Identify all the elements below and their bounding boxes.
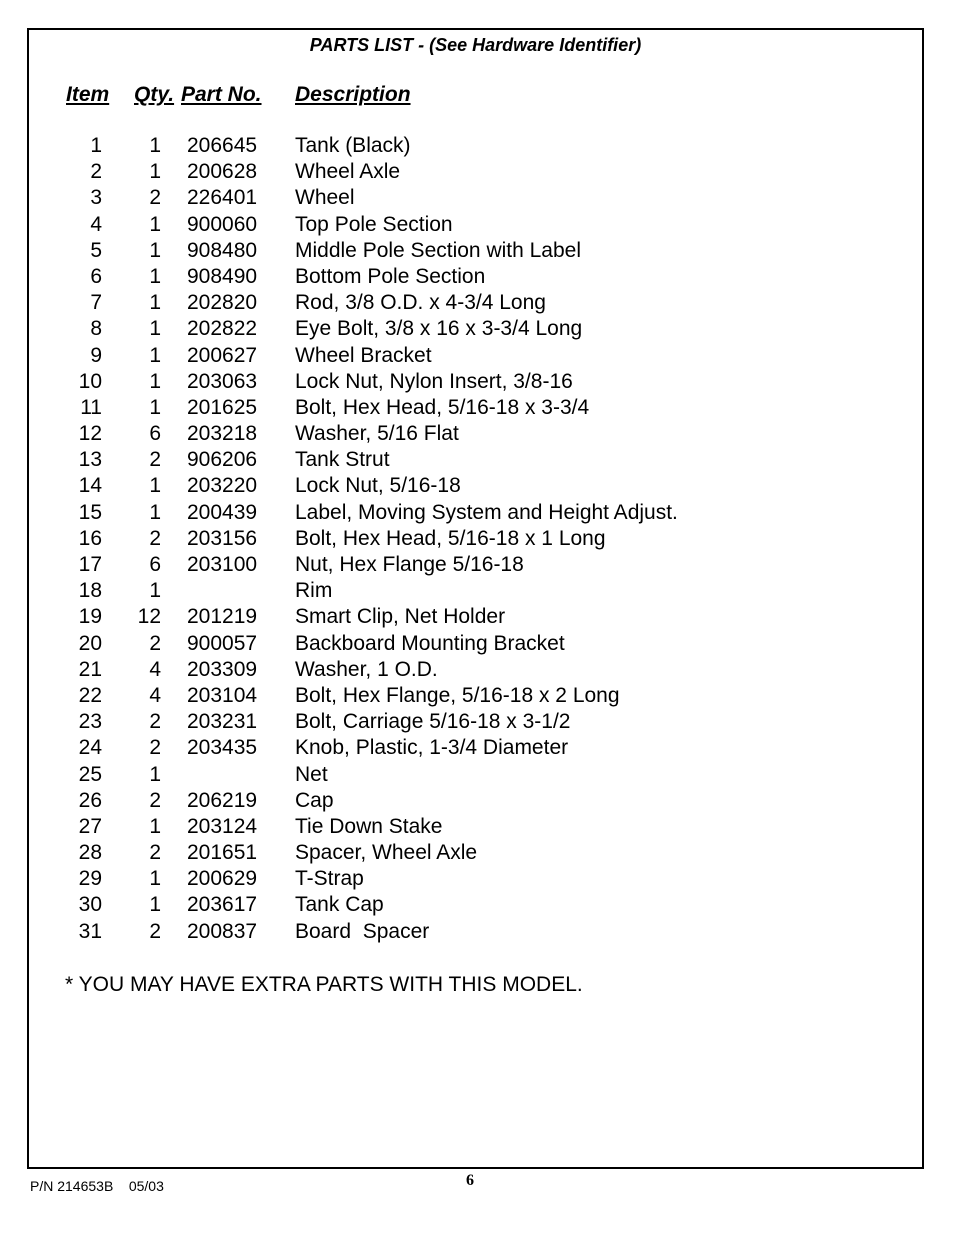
item-number: 2 (90, 160, 102, 184)
part-number: 203231 (187, 710, 258, 734)
part-number: 200837 (187, 919, 258, 943)
quantity: 4 (149, 683, 161, 707)
part-description: T-Strap (295, 867, 364, 891)
part-number: 201625 (187, 395, 258, 419)
item-number: 15 (78, 500, 102, 524)
quantity: 1 (149, 134, 161, 157)
part-description: Tank Strut (295, 448, 390, 472)
part-number: 203156 (187, 526, 258, 550)
table-row (29, 892, 922, 918)
part-description: Tank Cap (295, 893, 384, 917)
part-number: 203124 (187, 814, 258, 838)
quantity: 1 (149, 264, 161, 288)
part-description: Washer, 1 O.D. (295, 657, 438, 681)
table-row (29, 552, 922, 578)
quantity: 1 (149, 762, 161, 786)
quantity: 6 (149, 553, 161, 576)
quantity: 1 (149, 474, 161, 498)
item-number: 21 (78, 657, 102, 681)
table-row (29, 578, 922, 604)
item-number: 7 (90, 291, 102, 315)
quantity: 2 (149, 919, 161, 943)
header-item: Item (66, 83, 110, 106)
quantity: 1 (149, 893, 161, 917)
part-number: 206645 (187, 134, 258, 157)
quantity: 1 (149, 238, 161, 262)
part-description: Top Pole Section (295, 212, 453, 236)
table-row (29, 185, 922, 211)
part-number: 203218 (187, 422, 258, 446)
item-number: 20 (78, 631, 102, 655)
table-row (29, 762, 922, 788)
part-number: 203063 (187, 369, 258, 393)
part-description: Bolt, Hex Head, 5/16-18 x 1 Long (295, 526, 606, 550)
quantity: 1 (149, 212, 161, 236)
table-row (29, 343, 922, 369)
part-number: 200628 (187, 160, 258, 184)
part-number: 200627 (187, 343, 258, 367)
part-description: Washer, 5/16 Flat (295, 422, 459, 446)
table-row (29, 604, 922, 630)
table-row (29, 631, 922, 657)
part-description: Net (295, 762, 328, 786)
quantity: 2 (149, 186, 161, 210)
part-description: Tie Down Stake (295, 814, 443, 838)
part-description: Board Spacer (295, 919, 430, 943)
header-qty: Qty. (134, 83, 175, 106)
item-number: 29 (78, 867, 102, 891)
quantity: 12 (137, 605, 161, 629)
table-row (29, 526, 922, 552)
part-description: Knob, Plastic, 1-3/4 Diameter (295, 736, 569, 760)
part-description: Backboard Mounting Bracket (295, 631, 565, 655)
part-description: Wheel (295, 186, 355, 210)
quantity: 1 (149, 291, 161, 315)
quantity: 1 (149, 317, 161, 341)
quantity: 2 (149, 788, 161, 812)
part-description: Spacer, Wheel Axle (295, 841, 478, 865)
table-row (29, 159, 922, 185)
part-number: 900057 (187, 631, 258, 655)
table-row (29, 866, 922, 892)
part-description: Eye Bolt, 3/8 x 16 x 3-3/4 Long (295, 317, 583, 341)
item-number: 13 (78, 448, 102, 472)
part-number: 201651 (187, 841, 258, 865)
table-row (29, 316, 922, 342)
quantity: 1 (149, 343, 161, 367)
part-description: Wheel Bracket (295, 343, 432, 367)
table-row (29, 788, 922, 814)
page-number: 6 (466, 1172, 474, 1189)
quantity: 6 (149, 422, 161, 446)
item-number: 28 (78, 841, 102, 865)
quantity: 1 (149, 395, 161, 419)
item-number: 16 (78, 526, 102, 550)
item-number: 25 (78, 762, 102, 786)
item-number: 19 (78, 605, 102, 629)
item-number: 14 (78, 474, 102, 498)
table-row (29, 238, 922, 264)
part-number: 908480 (187, 238, 258, 262)
part-number: 203100 (187, 553, 258, 576)
part-description: Smart Clip, Net Holder (295, 605, 506, 629)
item-number: 24 (78, 736, 102, 760)
quantity: 1 (149, 500, 161, 524)
part-number: 206219 (187, 788, 258, 812)
table-row (29, 264, 922, 290)
table-row (29, 447, 922, 473)
header-part-no: Part No. (181, 83, 262, 106)
quantity: 2 (149, 448, 161, 472)
part-number: 900060 (187, 212, 258, 236)
quantity: 2 (149, 710, 161, 734)
part-description: Cap (295, 788, 334, 812)
part-number: 203104 (187, 683, 258, 707)
part-number: 908490 (187, 264, 258, 288)
table-row (29, 395, 922, 421)
item-number: 31 (78, 919, 102, 943)
quantity: 1 (149, 369, 161, 393)
quantity: 2 (149, 526, 161, 550)
table-row (29, 369, 922, 395)
table-row (29, 683, 922, 709)
part-description: Bottom Pole Section (295, 264, 486, 288)
item-number: 17 (78, 553, 102, 576)
part-number: 203617 (187, 893, 258, 917)
quantity: 2 (149, 736, 161, 760)
part-description: Bolt, Carriage 5/16-18 x 3-1/2 (295, 710, 571, 734)
part-description: Nut, Hex Flange 5/16-18 (295, 553, 524, 576)
header-description: Description (295, 83, 411, 106)
table-row (29, 421, 922, 447)
part-description: Wheel Axle (295, 160, 401, 184)
item-number: 8 (90, 317, 102, 341)
part-number: 200439 (187, 500, 258, 524)
part-number: 226401 (187, 186, 258, 210)
item-number: 1 (90, 134, 102, 157)
item-number: 18 (78, 579, 102, 603)
table-row (29, 919, 922, 945)
part-description: Middle Pole Section with Label (295, 238, 582, 262)
item-number: 26 (78, 788, 102, 812)
quantity: 1 (149, 867, 161, 891)
parts-table (29, 133, 922, 945)
item-number: 11 (80, 395, 102, 419)
quantity: 1 (149, 160, 161, 184)
part-description: Bolt, Hex Head, 5/16-18 x 3-3/4 (295, 395, 590, 419)
item-number: 3 (90, 186, 102, 210)
item-number: 30 (78, 893, 102, 917)
item-number: 27 (78, 814, 102, 838)
table-row (29, 473, 922, 499)
part-description: Tank (Black) (295, 134, 411, 157)
part-description: Rim (295, 579, 333, 603)
table-row (29, 735, 922, 761)
part-number: 203220 (187, 474, 258, 498)
item-number: 4 (90, 212, 102, 236)
part-number: 203435 (187, 736, 258, 760)
table-row (29, 133, 922, 159)
table-row (29, 840, 922, 866)
quantity: 4 (149, 657, 161, 681)
part-number: 906206 (187, 448, 258, 472)
parts-list-frame (27, 28, 924, 1169)
part-number: 201219 (187, 605, 258, 629)
item-number: 5 (90, 238, 102, 262)
item-number: 9 (90, 343, 102, 367)
part-number: 202820 (187, 291, 258, 315)
part-number-date: P/N 214653B 05/03 (30, 1178, 164, 1194)
part-number: 202822 (187, 317, 258, 341)
part-description: Lock Nut, 5/16-18 (295, 474, 461, 498)
table-row (29, 709, 922, 735)
quantity: 2 (149, 631, 161, 655)
extra-parts-note: * YOU MAY HAVE EXTRA PARTS WITH THIS MODEL. (65, 973, 583, 996)
item-number: 23 (78, 710, 102, 734)
item-number: 12 (78, 422, 102, 446)
part-description: Lock Nut, Nylon Insert, 3/8-16 (295, 369, 573, 393)
table-row (29, 212, 922, 238)
quantity: 1 (149, 814, 161, 838)
part-number: 203309 (187, 657, 258, 681)
table-row (29, 500, 922, 526)
part-description: Rod, 3/8 O.D. x 4-3/4 Long (295, 291, 546, 315)
quantity: 2 (149, 841, 161, 865)
table-row (29, 814, 922, 840)
part-description: Bolt, Hex Flange, 5/16-18 x 2 Long (295, 683, 620, 707)
table-row (29, 290, 922, 316)
table-row (29, 657, 922, 683)
item-number: 22 (78, 683, 102, 707)
quantity: 1 (149, 579, 161, 603)
part-number: 200629 (187, 867, 258, 891)
parts-list-title: PARTS LIST - (See Hardware Identifier) (309, 35, 642, 55)
item-number: 6 (90, 264, 102, 288)
part-description: Label, Moving System and Height Adjust. (295, 500, 678, 524)
item-number: 10 (78, 369, 102, 393)
